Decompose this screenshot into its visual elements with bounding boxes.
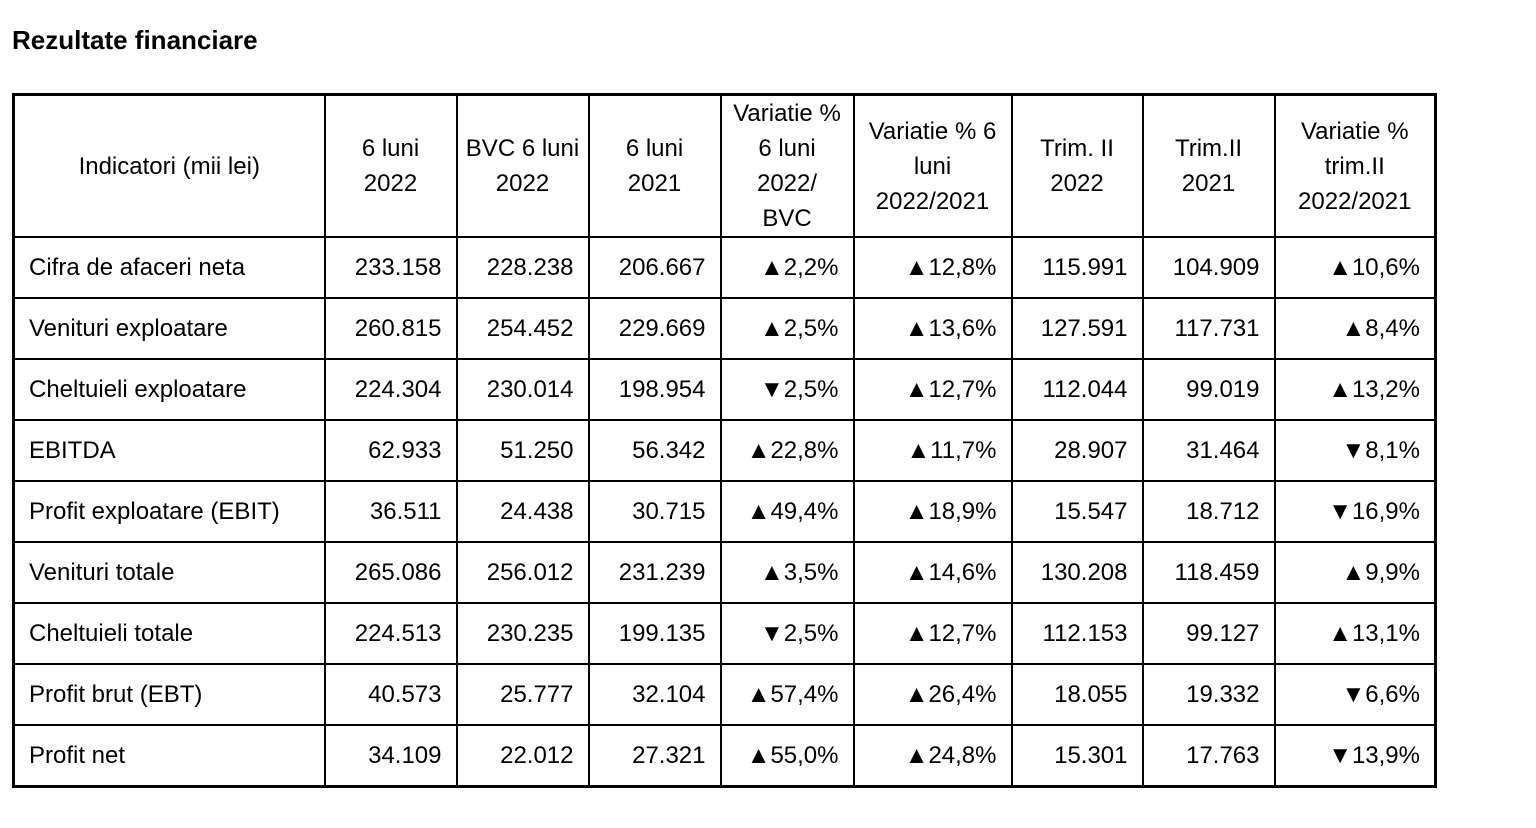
value-trim-ii-2021: 118.459 <box>1143 542 1275 603</box>
value-6-luni-2021: 27.321 <box>589 725 721 787</box>
financial-results-table <box>12 93 1437 788</box>
value-6-luni-2021: 56.342 <box>589 420 721 481</box>
indicator-label: Cifra de afaceri neta <box>14 237 325 298</box>
table-row <box>14 359 1436 420</box>
value-bvc-6-luni-2022: 24.438 <box>457 481 589 542</box>
variatie-trim-ii: ▼6,6% <box>1275 664 1436 725</box>
value-trim-ii-2021: 99.127 <box>1143 603 1275 664</box>
value-trim-ii-2022: 15.301 <box>1012 725 1143 787</box>
value-trim-ii-2021: 18.712 <box>1143 481 1275 542</box>
value-6-luni-2022: 224.513 <box>325 603 457 664</box>
variatie-6-luni: ▲12,8% <box>854 237 1012 298</box>
value-bvc-6-luni-2022: 256.012 <box>457 542 589 603</box>
indicator-label: Profit exploatare (EBIT) <box>14 481 325 542</box>
value-trim-ii-2021: 31.464 <box>1143 420 1275 481</box>
value-bvc-6-luni-2022: 51.250 <box>457 420 589 481</box>
value-bvc-6-luni-2022: 230.014 <box>457 359 589 420</box>
value-6-luni-2022: 36.511 <box>325 481 457 542</box>
value-trim-ii-2022: 112.044 <box>1012 359 1143 420</box>
value-6-luni-2021: 229.669 <box>589 298 721 359</box>
value-trim-ii-2022: 112.153 <box>1012 603 1143 664</box>
value-trim-ii-2022: 127.591 <box>1012 298 1143 359</box>
column-header-variatie-6-luni: Variatie % 6 luni 2022/2021 <box>854 95 1012 238</box>
variatie-bvc: ▼2,5% <box>721 603 854 664</box>
value-6-luni-2022: 34.109 <box>325 725 457 787</box>
variatie-trim-ii: ▼8,1% <box>1275 420 1436 481</box>
table-row <box>14 725 1436 787</box>
column-header-trim-ii-2022: Trim. II 2022 <box>1012 95 1143 238</box>
column-header-indicatori: Indicatori (mii lei) <box>14 95 325 238</box>
value-trim-ii-2021: 117.731 <box>1143 298 1275 359</box>
variatie-bvc: ▲2,2% <box>721 237 854 298</box>
value-trim-ii-2021: 104.909 <box>1143 237 1275 298</box>
table-row <box>14 298 1436 359</box>
variatie-trim-ii: ▼13,9% <box>1275 725 1436 787</box>
table-row <box>14 542 1436 603</box>
value-trim-ii-2022: 28.907 <box>1012 420 1143 481</box>
indicator-label: Venituri totale <box>14 542 325 603</box>
value-trim-ii-2021: 19.332 <box>1143 664 1275 725</box>
variatie-6-luni: ▲11,7% <box>854 420 1012 481</box>
variatie-trim-ii: ▲13,2% <box>1275 359 1436 420</box>
column-header-6-luni-2021: 6 luni 2021 <box>589 95 721 238</box>
value-bvc-6-luni-2022: 25.777 <box>457 664 589 725</box>
value-trim-ii-2022: 15.547 <box>1012 481 1143 542</box>
variatie-bvc: ▲22,8% <box>721 420 854 481</box>
table-row <box>14 603 1436 664</box>
variatie-bvc: ▲55,0% <box>721 725 854 787</box>
indicator-label: Profit brut (EBT) <box>14 664 325 725</box>
variatie-bvc: ▲57,4% <box>721 664 854 725</box>
variatie-6-luni: ▲14,6% <box>854 542 1012 603</box>
table-row <box>14 420 1436 481</box>
table-row <box>14 481 1436 542</box>
value-6-luni-2022: 62.933 <box>325 420 457 481</box>
value-6-luni-2021: 198.954 <box>589 359 721 420</box>
value-6-luni-2021: 231.239 <box>589 542 721 603</box>
variatie-bvc: ▲2,5% <box>721 298 854 359</box>
value-trim-ii-2022: 130.208 <box>1012 542 1143 603</box>
value-bvc-6-luni-2022: 230.235 <box>457 603 589 664</box>
column-header-trim-ii-2021: Trim.II 2021 <box>1143 95 1275 238</box>
variatie-6-luni: ▲24,8% <box>854 725 1012 787</box>
table-body <box>14 237 1436 787</box>
variatie-6-luni: ▲13,6% <box>854 298 1012 359</box>
value-6-luni-2021: 199.135 <box>589 603 721 664</box>
indicator-label: Cheltuieli exploatare <box>14 359 325 420</box>
indicator-label: Profit net <box>14 725 325 787</box>
variatie-trim-ii: ▼16,9% <box>1275 481 1436 542</box>
column-header-variatie-trim-ii: Variatie % trim.II 2022/2021 <box>1275 95 1436 238</box>
page-title: Rezultate financiare <box>12 25 258 55</box>
variatie-6-luni: ▲26,4% <box>854 664 1012 725</box>
value-bvc-6-luni-2022: 22.012 <box>457 725 589 787</box>
value-bvc-6-luni-2022: 254.452 <box>457 298 589 359</box>
column-header-bvc-6-luni-2022: BVC 6 luni 2022 <box>457 95 589 238</box>
indicator-label: Venituri exploatare <box>14 298 325 359</box>
value-6-luni-2021: 206.667 <box>589 237 721 298</box>
value-6-luni-2021: 32.104 <box>589 664 721 725</box>
value-6-luni-2021: 30.715 <box>589 481 721 542</box>
value-6-luni-2022: 265.086 <box>325 542 457 603</box>
variatie-trim-ii: ▲10,6% <box>1275 237 1436 298</box>
table-header-row <box>14 95 1436 238</box>
value-trim-ii-2021: 99.019 <box>1143 359 1275 420</box>
variatie-trim-ii: ▲13,1% <box>1275 603 1436 664</box>
variatie-bvc: ▼2,5% <box>721 359 854 420</box>
value-6-luni-2022: 224.304 <box>325 359 457 420</box>
table-row <box>14 237 1436 298</box>
value-6-luni-2022: 233.158 <box>325 237 457 298</box>
variatie-6-luni: ▲12,7% <box>854 359 1012 420</box>
variatie-trim-ii: ▲8,4% <box>1275 298 1436 359</box>
variatie-6-luni: ▲18,9% <box>854 481 1012 542</box>
variatie-bvc: ▲49,4% <box>721 481 854 542</box>
variatie-bvc: ▲3,5% <box>721 542 854 603</box>
indicator-label: Cheltuieli totale <box>14 603 325 664</box>
indicator-label: EBITDA <box>14 420 325 481</box>
value-6-luni-2022: 40.573 <box>325 664 457 725</box>
variatie-6-luni: ▲12,7% <box>854 603 1012 664</box>
table-row <box>14 664 1436 725</box>
value-6-luni-2022: 260.815 <box>325 298 457 359</box>
column-header-variatie-bvc: Variatie % 6 luni 2022/ BVC <box>721 95 854 238</box>
column-header-6-luni-2022: 6 luni 2022 <box>325 95 457 238</box>
variatie-trim-ii: ▲9,9% <box>1275 542 1436 603</box>
value-trim-ii-2021: 17.763 <box>1143 725 1275 787</box>
value-trim-ii-2022: 18.055 <box>1012 664 1143 725</box>
value-trim-ii-2022: 115.991 <box>1012 237 1143 298</box>
value-bvc-6-luni-2022: 228.238 <box>457 237 589 298</box>
